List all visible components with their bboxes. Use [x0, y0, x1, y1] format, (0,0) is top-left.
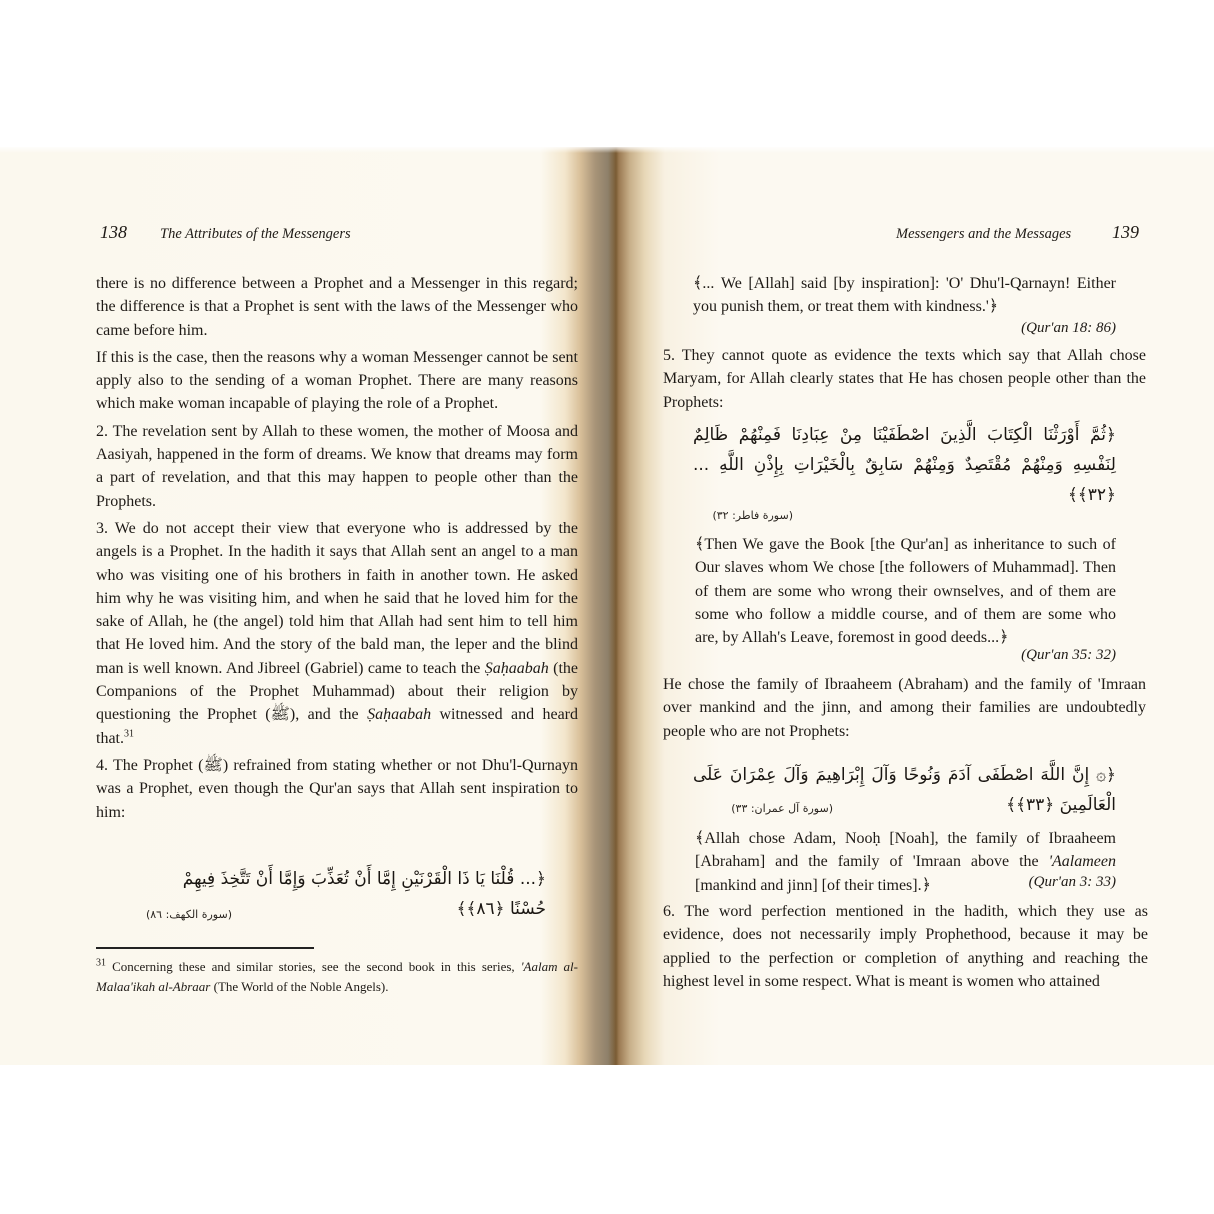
quote-translation-35-32: ﴾Then We gave the Book [the Qur'an] as inheritance to such of Our slaves whom We chose [the followers of Muhammad]. Then of them are some who wrong their ownselves, and of them are some who follow a middle course, and of them are some who are, by Allah's Leave, foremost in good deeds...﴿ [695, 536, 1116, 647]
text-segment: [mankind and jinn] [of their times].﴿ [695, 876, 931, 894]
text-segment: ﴾Allah chose Adam, Nooḥ [Noah], the family of Ibraaheem [Abraham] and the family of 'Imraan above the [695, 830, 1116, 871]
page-number-right: 139 [1112, 222, 1139, 242]
paragraph [96, 272, 578, 342]
footnote-marker: 31 [124, 728, 134, 740]
text-segment: 'Aalameen [1048, 853, 1116, 871]
quote-ref-35-32: (Qur'an 35: 32) [1021, 647, 1116, 663]
text-segment: 'Aalam al-Malaa'ikah al-Abraar [96, 959, 578, 994]
arabic-reference-aal-imraan: (سورة آل عمران: ٣٣) [731, 802, 833, 815]
text-segment: 4. The Prophet (ﷺ) refrained from stating whether or not Dhu'l-Qurnayn was a Prophet, even though the Qur'an says that Allah sent inspiration to him: [96, 756, 578, 821]
arabic-reference-kahf: (سورة الكهف: ٨٦) [145, 908, 232, 921]
quote-ref-18-86: (Qur'an 18: 86) [1021, 320, 1116, 336]
footnote-marker: 31 [96, 957, 106, 969]
paragraph-6: 6. The word perfection mentioned in the hadith, which they use as evidence, does not necessarily imply Prophethood, because it may be applied to the perfection or completion of anything and reaching the highest level in some respect. What is meant is women who attained [663, 903, 1148, 990]
running-head-left: The Attributes of the Messengers [160, 226, 351, 242]
page-number-left: 138 [100, 222, 127, 242]
arabic-reference-fatir: (سورة فاطر: ٣٢) [712, 509, 793, 522]
paragraph-5: 5. They cannot quote as evidence the texts which say that Allah chose Maryam, for Allah clearly states that He has chosen people other than the Prophets: [663, 347, 1146, 411]
paragraph [96, 754, 578, 824]
text-segment: witnessed and heard that. [96, 706, 579, 747]
quote-ref-3-33: (Qur'an 3: 33) [1028, 874, 1116, 890]
arabic-verse-aal-imraan: ﴿۞ إِنَّ اللَّهَ اصْطَفَى آدَمَ وَنُوحًا وَآلَ إِبْرَاهِيمَ وَآلَ عِمْرَانَ عَلَى الْعَالَمِينَ ﴿٣٣﴾﴾ [693, 765, 1116, 815]
text-segment: Concerning these and similar stories, see the second book in this series, [106, 959, 521, 974]
text-segment: (the Companions of the Prophet Muhammad) about their religion by questioning the Prophet (ﷺ), and the [96, 659, 579, 724]
footnote-divider [96, 947, 314, 949]
arabic-verse-kahf: ﴿... قُلْنَا يَا ذَا الْقَرْنَيْنِ إِمَّا أَنْ تُعَذِّبَ وَإِمَّا أَنْ تَتَّخِذَ فِيهِمْ حُسْنًا ﴿٨٦﴾﴾ [182, 869, 546, 919]
paragraph [96, 420, 578, 513]
paragraph [96, 517, 578, 750]
text-segment: (The World of the Noble Angels). [210, 979, 389, 994]
running-head-right: Messengers and the Messages [896, 226, 1072, 242]
text-segment: Ṣaḥaabah [484, 659, 549, 677]
left-body-text [96, 272, 578, 828]
text-segment: 3. We do not accept their view that everyone who is addressed by the angels is a Prophet. In the hadith it says that Allah sent an angel to a man who was visiting one of his brothers in faith in another town. He asked him why he was visiting him, and when he said that he loved him for the sake of Allah, he (the angel) told him that Allah had sent him to tell him that He loved him. And the story of the bald man, the leper and the blind man is well known. And Jibreel (Gabriel) came to teach the [96, 519, 578, 677]
quote-translation-18-86: ﴾... We [Allah] said [by inspiration]: 'O' Dhu'l-Qarnayn! Either you punish them, or treat them with kindness.'﴿ [693, 275, 1116, 316]
paragraph [96, 346, 578, 416]
text-segment: there is no difference between a Prophet and a Messenger in this regard; the difference is that a Prophet is sent with the laws of the Messenger who came before him. [96, 275, 578, 339]
text-segment: 2. The revelation sent by Allah to these women, the mother of Moosa and Aasiyah, happened in the form of dreams. We know that dreams may form a part of revelation, and that this may happen to people other than the Prophets. [96, 422, 578, 510]
arabic-verse-fatir: ﴿ثُمَّ أَوْرَثْنَا الْكِتَابَ الَّذِينَ اصْطَفَيْنَا مِنْ عِبَادِنَا فَمِنْهُمْ ظَالِمٌ لِنَفْسِهِ وَمِنْهُمْ مُقْتَصِدٌ وَمِنْهُمْ سَابِقٌ بِالْخَيْرَاتِ بِإِذْنِ اللَّهِ ... ﴿٣٢﴾﴾ [693, 425, 1116, 505]
text-segment: If this is the case, then the reasons why a woman Messenger cannot be sent apply also to the sending of a woman Prophet. There are many reasons which make woman incapable of playing the role of a Prophet. [96, 348, 578, 413]
footnote-31 [96, 957, 578, 997]
text-segment: Ṣaḥaabah [367, 706, 432, 724]
paragraph-family-of-ibraaheem: He chose the family of Ibraaheem (Abraham) and the family of 'Imraan over mankind and the jinn, and among their families are undoubtedly people who are not Prophets: [663, 676, 1146, 740]
